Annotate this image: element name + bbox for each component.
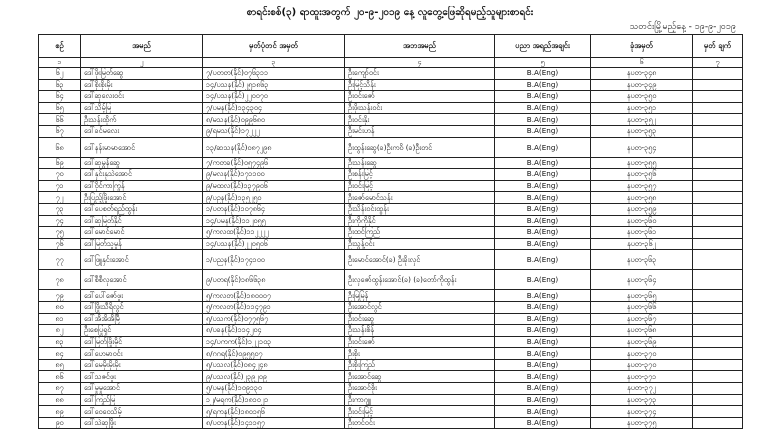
cell-no: ၇၀	[39, 169, 81, 181]
cell-remark	[693, 238, 743, 250]
cell-education: B.A(Eng)	[495, 157, 591, 169]
cell-father: ဦးကိုကိုနိုင်	[345, 215, 495, 227]
cell-remark	[693, 114, 743, 126]
cell-name: ဒေါ်မေမိုးမိုးမိုး	[81, 359, 203, 371]
table-row	[39, 394, 743, 406]
cell-father: ဦးဖိုးသန်းဝင်း	[345, 102, 495, 114]
cell-no: ၈၃	[39, 336, 81, 348]
table-row	[39, 102, 743, 114]
cell-education: B.A(Eng)	[495, 102, 591, 114]
cell-education: B.A(Eng)	[495, 371, 591, 383]
cell-name: ဒေါ်စီစီလှအောင်	[81, 270, 203, 290]
cell-father: ဦးစိုးကြည်	[345, 359, 495, 371]
cell-father: ဦးအောင်ဆွေ	[345, 371, 495, 383]
cell-father: ဦးမင်းဟန်	[345, 125, 495, 137]
cell-no: ၉၀	[39, 417, 81, 429]
cell-seat: နပတ-၃၄၉	[591, 79, 693, 91]
cell-remark	[693, 169, 743, 181]
cell-no: ၇၈	[39, 270, 81, 290]
column-number: ၁	[39, 58, 81, 68]
cell-no: ၆၄	[39, 91, 81, 103]
cell-nrc: ၈/ဂဂရ(နိုင်)၀၉၅၅၀၇	[203, 348, 345, 360]
cell-no: ၇၄	[39, 215, 81, 227]
cell-no: ၆၆	[39, 114, 81, 126]
table-row	[39, 215, 743, 227]
cell-remark	[693, 301, 743, 313]
cell-father: ဦးဝင်းမြင့်	[345, 180, 495, 192]
cell-name: ဒေါ်အိအိအိမြီ	[81, 313, 203, 325]
cell-father: ဦးကာဂျူ	[345, 394, 495, 406]
cell-father: ဦးဝင်းနိုး	[345, 114, 495, 126]
document-title: စာရင်းစစ်(၃) ရာထူးအတွက် ၂၀-၉-၂၀၁၉ နေ့ လူတွေ့ဖြေဆိုရမည့်သူများစာရင်း	[246, 7, 534, 18]
cell-name: ဒေါ်ဆုမြတ်နိုင်	[81, 215, 203, 227]
cell-father: ဦးသိန်းဝင်းထွန်း	[345, 203, 495, 215]
cell-education: B.A(Eng)	[495, 137, 591, 157]
header-no: စဉ်	[39, 35, 81, 58]
cell-father: ဦးဝင်းမြင့်	[345, 406, 495, 418]
cell-seat: နပတ-၃၆၈	[591, 325, 693, 337]
cell-remark	[693, 348, 743, 360]
table-row	[39, 359, 743, 371]
header-education: ပညာ အရည်အချင်း	[495, 35, 591, 58]
cell-no: ၈၄	[39, 348, 81, 360]
table-row	[39, 68, 743, 80]
cell-seat: နပတ-၃၇၂	[591, 383, 693, 395]
cell-no: ၆၇	[39, 125, 81, 137]
cell-remark	[693, 192, 743, 204]
column-number: ၆	[591, 58, 693, 68]
table-row	[39, 125, 743, 137]
table-row	[39, 313, 743, 325]
cell-remark	[693, 270, 743, 290]
cell-remark	[693, 290, 743, 302]
cell-seat: နပတ-၃၅၆	[591, 169, 693, 181]
cell-education: B.A(Eng)	[495, 417, 591, 429]
cell-education: B.A(Eng)	[495, 348, 591, 360]
cell-education: B.A(Eng)	[495, 238, 591, 250]
cell-nrc: ၅/ပသက(နိုင်)၀၇၇၅၆၇	[203, 313, 345, 325]
cell-name: ဒေါ်ဖြူနှင်းအောင်	[81, 250, 203, 270]
cell-nrc: ၉/ပဥန(နိုင်)၁၃၅၂၅၀	[203, 192, 345, 204]
cell-no: ၈၅	[39, 359, 81, 371]
cell-nrc: ၈/ပခန(နိုင်)၁၁၄၂၀၄	[203, 325, 345, 337]
cell-seat: နပတ-၃၆၅	[591, 290, 693, 302]
cell-remark	[693, 417, 743, 429]
cell-education: B.A(Eng)	[495, 270, 591, 290]
cell-name: ဒေါ်ဟေမာဝင်း	[81, 348, 203, 360]
cell-nrc: ၅/ရကန(နိုင်)၁၈၀၁၅၆	[203, 406, 345, 418]
cell-name: ဒေါ်မြတ်သူမှုန်	[81, 238, 203, 250]
cell-no: ၈၉	[39, 406, 81, 418]
cell-no: ၇၁	[39, 180, 81, 192]
cell-remark	[693, 203, 743, 215]
cell-education: B.A(Eng)	[495, 169, 591, 181]
cell-father: ဦးသွန့်ဝင်း	[345, 238, 495, 250]
cell-name: ဒေါ်သဇင်ဖူး	[81, 371, 203, 383]
table-row	[39, 383, 743, 395]
cell-remark	[693, 157, 743, 169]
cell-no: ၈၀	[39, 301, 81, 313]
cell-no: ၈၂	[39, 325, 81, 337]
table-row	[39, 336, 743, 348]
cell-remark	[693, 137, 743, 157]
table-row	[39, 91, 743, 103]
cell-name: ဒေါ်ကြည်မြ	[81, 394, 203, 406]
cell-seat: နပတ-၃၅၄	[591, 137, 693, 157]
cell-education: B.A(Eng)	[495, 325, 591, 337]
cell-no: ၈၇	[39, 383, 81, 395]
cell-education: B.A(Eng)	[495, 301, 591, 313]
cell-name: ဒေါ်နန်းမာမာအောင်	[81, 137, 203, 157]
cell-seat: နပတ-၃၇၃	[591, 394, 693, 406]
cell-education: B.A(Eng)	[495, 180, 591, 192]
column-number: ၇	[693, 58, 743, 68]
cell-remark	[693, 227, 743, 239]
table-row	[39, 137, 743, 157]
cell-nrc: ၉/ရမသ(နိုင်)၁၇၂၂၂	[203, 125, 345, 137]
cell-education: B.A(Eng)	[495, 192, 591, 204]
cell-education: B.A(Eng)	[495, 383, 591, 395]
cell-education: B.A(Eng)	[495, 313, 591, 325]
cell-name: ဒေါ်သိမ့်မြ	[81, 102, 203, 114]
cell-seat: နပတ-၃၆၁	[591, 227, 693, 239]
cell-remark	[693, 68, 743, 80]
table-row	[39, 270, 743, 290]
cell-nrc: ၇/ပတတ(နိုင်)၀၇၆၃၁၁	[203, 68, 345, 80]
cell-seat: နပတ-၃၆၆	[591, 301, 693, 313]
table-row	[39, 348, 743, 360]
cell-father: ဦးကျော်ဝင်း	[345, 68, 495, 80]
cell-remark	[693, 394, 743, 406]
cell-father: ဦးထင်ကြည်	[345, 227, 495, 239]
cell-father: ဦးသန်းဆွေ	[345, 157, 495, 169]
table-header-row	[39, 35, 743, 58]
column-number: ၅	[495, 58, 591, 68]
cell-education: B.A(Eng)	[495, 336, 591, 348]
cell-nrc: ၉/မထလ(နိုင်)၁၃၇၉၀၆	[203, 180, 345, 192]
cell-no: ၈၈	[39, 394, 81, 406]
cell-remark	[693, 79, 743, 91]
cell-remark	[693, 371, 743, 383]
cell-no: ၈၆	[39, 371, 81, 383]
cell-name: ဒေါ်ပေစတ်ရည်ထွန်း	[81, 203, 203, 215]
cell-nrc: ၅/ပသလ(နိုင်)၀၈၄၂၄၈	[203, 359, 345, 371]
cell-seat: နပတ-၃၅၁	[591, 102, 693, 114]
cell-nrc: ၇/ပမန(နိုင်)၁၃၄၃၀၄	[203, 102, 345, 114]
cell-nrc: ၉/ပတရ(နိုင်)၁၈၆၆၃၈	[203, 270, 345, 290]
cell-remark	[693, 359, 743, 371]
cell-education: B.A(Eng)	[495, 394, 591, 406]
cell-seat: နပတ-၃၅၉	[591, 203, 693, 215]
cell-father: ဦးလှဇော်ထွန်းအောင်(ခ) (ခ)တော်ကိုထွန်း	[345, 270, 495, 290]
table-row	[39, 79, 743, 91]
cell-seat: နပတ-၃၇၀	[591, 359, 693, 371]
cell-seat: နပတ-၃၇၁	[591, 371, 693, 383]
table-row	[39, 227, 743, 239]
cell-name: ဦးသန်းထိုက်	[81, 114, 203, 126]
cell-remark	[693, 406, 743, 418]
table-row	[39, 301, 743, 313]
cell-father: ဦးဇော်မောင်သန်း	[345, 192, 495, 204]
document-subtitle: သတင်းမြို့မည့်နေ့ - ၁၉-၉-၂၀၁၉	[629, 22, 736, 32]
cell-no: ၇၅	[39, 227, 81, 239]
cell-remark	[693, 383, 743, 395]
cell-education: B.A(Eng)	[495, 114, 591, 126]
cell-seat: နပတ-၃၅၇	[591, 180, 693, 192]
cell-no: ၇၂	[39, 192, 81, 204]
candidate-table	[38, 34, 743, 429]
cell-nrc: ၁၄/ပသန(နိုင်)၂၂၀၅၀၆	[203, 238, 345, 250]
cell-name: ဒေါ်မြတ်ဖြိုးမိုင်	[81, 336, 203, 348]
cell-remark	[693, 91, 743, 103]
column-number: ၃	[203, 58, 345, 68]
cell-seat: နပတ-၃၆၃	[591, 250, 693, 270]
cell-name: ဒေါ်ဝေဝေသိမ့်	[81, 406, 203, 418]
cell-seat: နပတ-၃၄၈	[591, 68, 693, 80]
table-body	[39, 68, 743, 429]
cell-seat: နပတ-၃၅၅	[591, 157, 693, 169]
column-number-row	[39, 58, 743, 68]
cell-father: ဦးသန်းစိန်	[345, 325, 495, 337]
cell-no: ၇၇	[39, 250, 81, 270]
cell-name: ဒေါ်ဖိုးမြတ်ဆွေ	[81, 68, 203, 80]
table-row	[39, 157, 743, 169]
cell-father: ဦးဝင်းဇော်	[345, 91, 495, 103]
cell-nrc: ၅/ကလတ(နိုင်)၁၁၄၇၉၁	[203, 301, 345, 313]
cell-nrc: ၁၄/ပကက(နိုင်)၁၂၂၁၀၃	[203, 336, 345, 348]
cell-no: ၆၃	[39, 79, 81, 91]
cell-father: ဦးဝင်းဇော်	[345, 336, 495, 348]
cell-name: ဦးစေပြုရှင်	[81, 325, 203, 337]
header-seat: ခုံအမှတ်	[591, 35, 693, 58]
table-row	[39, 169, 743, 181]
table-row	[39, 238, 743, 250]
cell-name: ဒေါ်နှင်းနုသဲအောင်	[81, 169, 203, 181]
cell-education: B.A(Eng)	[495, 125, 591, 137]
column-number: ၄	[345, 58, 495, 68]
cell-education: B.A(Eng)	[495, 79, 591, 91]
cell-name: ဒေါ်စိုးစိုးမိုး	[81, 79, 203, 91]
cell-remark	[693, 215, 743, 227]
table-row	[39, 325, 743, 337]
table-row	[39, 192, 743, 204]
cell-nrc: ၁၄/ပသန(နိုင်)၂၅၁၈၆၃	[203, 79, 345, 91]
cell-seat: နပတ-၃၆၄	[591, 270, 693, 290]
cell-nrc: ၁၄/ပမန(နိုင်)၁၁၂၀၅၅	[203, 215, 345, 227]
cell-no: ၈၁	[39, 313, 81, 325]
cell-remark	[693, 102, 743, 114]
cell-father: ဦးထွန်းဆွေ(ခ)ဦးကဝိ (ခ)ဦးတင်	[345, 137, 495, 157]
cell-father: ဦးဝင်းဆွေ	[345, 313, 495, 325]
cell-seat: နပတ-၃၇၅	[591, 417, 693, 429]
cell-no: ၇၆	[39, 238, 81, 250]
cell-seat: နပတ-၃၅၃	[591, 125, 693, 137]
cell-education: B.A(Eng)	[495, 227, 591, 239]
table-row	[39, 250, 743, 270]
cell-name: ဒေါ်ပေါ်ဇော်ဖူး	[81, 290, 203, 302]
cell-name: ဒေါ်ဆုလေးဝင်း	[81, 91, 203, 103]
cell-seat: နပတ-၃၅၀	[591, 91, 693, 103]
cell-education: B.A(Eng)	[495, 215, 591, 227]
cell-nrc: ၁၄/ပသန(နိုင်)၂၂၀၀၇၀	[203, 91, 345, 103]
cell-no: ၆၈	[39, 137, 81, 157]
table-row	[39, 417, 743, 429]
cell-seat: နပတ-၃၆၉	[591, 336, 693, 348]
cell-father: ဦးအောင်လွင်	[345, 301, 495, 313]
cell-remark	[693, 250, 743, 270]
cell-remark	[693, 125, 743, 137]
cell-father: ဦးမောင်အောင်(ခ) ဦးခိုးလှင်	[345, 250, 495, 270]
cell-education: B.A(Eng)	[495, 290, 591, 302]
table-row	[39, 406, 743, 418]
cell-name: ဒေါ်ဖြိုးသီရိလွင်	[81, 301, 203, 313]
table-row	[39, 114, 743, 126]
cell-nrc: ၉/မလန(နိုင်)၁၇၁၁၀၀	[203, 169, 345, 181]
cell-no: ၆၅	[39, 102, 81, 114]
header-nrc: မှတ်ပုံတင် အမှတ်	[203, 35, 345, 58]
cell-nrc: ၈/ပတန(နိုင်)၁၄၁၁၅၇	[203, 417, 345, 429]
cell-nrc: ၈/မသန(နိုင်)၀၉၉၆၈၀	[203, 114, 345, 126]
cell-nrc: ၁၃/ဆသန(နိုင်)၀၈၇၂၉၈	[203, 137, 345, 157]
cell-remark	[693, 336, 743, 348]
cell-name: ဒေါ်မောင်မောင်	[81, 227, 203, 239]
cell-nrc: ၉/ပသလ(နိုင်)၂၃၉၂၀၉	[203, 371, 345, 383]
cell-seat: နပတ-၃၅၂	[591, 114, 693, 126]
cell-father: ဦးတင်ဝင်း	[345, 417, 495, 429]
column-number: ၂	[81, 58, 203, 68]
cell-seat: နပတ-၃၆၂	[591, 238, 693, 250]
cell-name: ဒေါ်ဆုမွန်ဆွေ	[81, 157, 203, 169]
cell-nrc: ၅/ပမန(နိုင်)၁၀၉၁၃၀	[203, 383, 345, 395]
cell-seat: နပတ-၃၅၈	[591, 192, 693, 204]
cell-father: ဦးစန်းမြင့်	[345, 169, 495, 181]
cell-name: ဒေါ်သဲဆုဖြိုး	[81, 417, 203, 429]
cell-seat: နပတ-၃၇၀	[591, 348, 693, 360]
cell-no: ၇၉	[39, 290, 81, 302]
cell-father: ဦးအောင်စိုး	[345, 383, 495, 395]
cell-remark	[693, 325, 743, 337]
cell-nrc: ၁/ပတန(နိုင်)၁၀၇၈၆၄	[203, 203, 345, 215]
cell-father: ဦးမြမြန်	[345, 290, 495, 302]
table-row	[39, 203, 743, 215]
cell-seat: နပတ-၃၇၄	[591, 406, 693, 418]
cell-seat: နပတ-၃၆၇	[591, 313, 693, 325]
cell-nrc: ၁/ပညန(နိုင်)၁၇၄၁၀၀	[203, 250, 345, 270]
header-father: အဘအမည်	[345, 35, 495, 58]
cell-education: B.A(Eng)	[495, 359, 591, 371]
cell-name: ဦးပြည့်ဖြိုးအောင်	[81, 192, 203, 204]
cell-seat: နပတ-၃၆၀	[591, 215, 693, 227]
cell-name: ဒေါ်ဝိုင်ကာကြွန်	[81, 180, 203, 192]
cell-nrc: ၅/ကလထ(နိုင်)၁၁၂၂၂၂	[203, 227, 345, 239]
cell-nrc: ၇/ကတခ(နိုင်)၀၅၇၄၉၆	[203, 157, 345, 169]
cell-no: ၆၂	[39, 68, 81, 80]
cell-name: ဒေါ်ခင်မလေး	[81, 125, 203, 137]
table-row	[39, 180, 743, 192]
cell-nrc: ၅/ကလတ(နိုင်)၁၈၀၀၀၇	[203, 290, 345, 302]
cell-no: ၇၃	[39, 203, 81, 215]
cell-no: ၆၉	[39, 157, 81, 169]
cell-education: B.A(Eng)	[495, 91, 591, 103]
cell-nrc: ၁၂/မရက(နိုင်)၁၈၁၀၂၁	[203, 394, 345, 406]
cell-education: B.A(Eng)	[495, 203, 591, 215]
cell-education: B.A(Eng)	[495, 68, 591, 80]
cell-education: B.A(Eng)	[495, 250, 591, 270]
header-name: အမည်	[81, 35, 203, 58]
header-remark: မှတ် ချက်	[693, 35, 743, 58]
cell-name: ဒေါ်မှုမှုအောင်	[81, 383, 203, 395]
cell-remark	[693, 180, 743, 192]
cell-education: B.A(Eng)	[495, 406, 591, 418]
table-row	[39, 371, 743, 383]
cell-father: ဦးစိုး	[345, 348, 495, 360]
cell-remark	[693, 313, 743, 325]
table-row	[39, 290, 743, 302]
cell-father: ဦးမြင့်သိန်း	[345, 79, 495, 91]
